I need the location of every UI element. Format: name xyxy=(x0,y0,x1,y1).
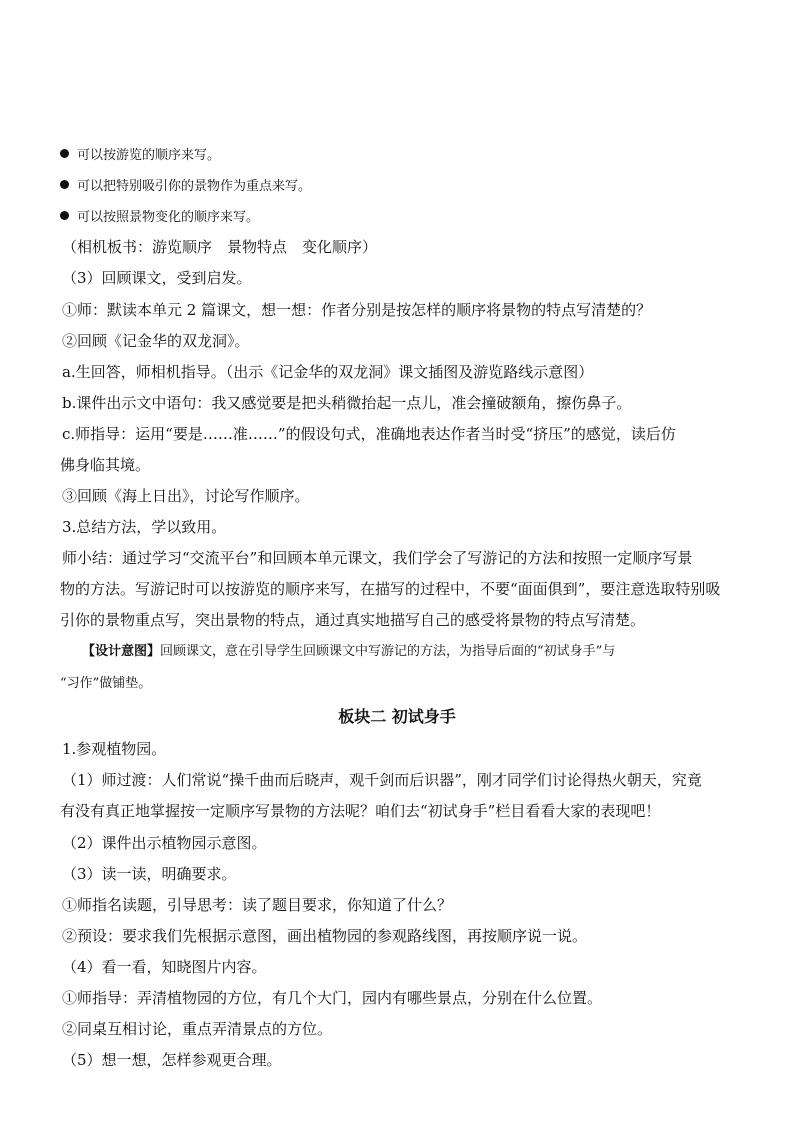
paragraph-line: 师小结：通过学习“交流平台”和回顾本单元课文，我们学会了写游记的方法和按照一定顺序写景 xyxy=(62,549,693,567)
bullet-text: 可以按照景物变化的顺序来写。 xyxy=(77,210,260,225)
bullet-dot-icon xyxy=(60,180,69,189)
paragraph-line: 有没有真正地掌握按一定顺序写景物的方法呢？咱们去“初试身手”栏目看看大家的表现吧！ xyxy=(60,802,661,820)
paragraph-line: 物的方法。写游记时可以按游览的顺序来写，在描写的过程中，不要“面面俱到”，要注意选取特别吸 xyxy=(60,580,721,598)
paragraph-line: （1）师过渡：人们常说“操千曲而后晓声，观千剑而后识器”，刚才同学们讨论得热火朝天，究竟 xyxy=(62,771,702,789)
bullet-item xyxy=(60,177,750,197)
paragraph-line: （5）想一想，怎样参观更合理。 xyxy=(62,1051,282,1069)
paragraph-line: ①师指名读题，引导思考：读了题目要求，你知道了什么？ xyxy=(62,896,453,914)
paragraph-line: ②预设：要求我们先根据示意图，画出植物园的参观路线图，再按顺序说一说。 xyxy=(62,927,588,945)
bullet-item xyxy=(60,146,750,166)
paragraph-line: （3）读一读，明确要求。 xyxy=(62,865,237,883)
bullet-text: 可以把特别吸引你的景物作为重点来写。 xyxy=(77,179,312,194)
design-intent-text: 回顾课文，意在引导学生回顾课文中写游记的方法，为指导后面的“初试身手”与 xyxy=(160,644,616,659)
design-intent-line: “习作”做铺垫。 xyxy=(60,676,152,691)
bullet-dot-icon xyxy=(60,211,69,220)
paragraph-line: （4）看一看，知晓图片内容。 xyxy=(62,958,267,976)
paragraph-line: b.课件出示文中语句：我又感觉要是把头稍微抬起一点儿，准会撞破额角，擦伤鼻子。 xyxy=(62,394,632,412)
paragraph-line: 3.总结方法，学以致用。 xyxy=(62,518,227,536)
bullet-item xyxy=(60,208,750,228)
paragraph-line: （2）课件出示植物园示意图。 xyxy=(62,834,267,852)
paragraph-line: ①师指导：弄清植物园的方位，有几个大门，园内有哪些景点，分别在什么位置。 xyxy=(62,989,603,1007)
paragraph-line: ①师：默读本单元 2 篇课文，想一想：作者分别是按怎样的顺序将景物的特点写清楚的？ xyxy=(62,301,652,319)
design-intent-line xyxy=(82,642,772,662)
paragraph-line: （相机板书：游览顺序 景物特点 变化顺序） xyxy=(62,238,378,256)
paragraph-line: ②同桌互相讨论，重点弄清景点的方位。 xyxy=(62,1020,333,1038)
paragraph-line: c.师指导：运用“要是……准……”的假设句式，准确地表达作者当时受“挤压”的感觉，读后仿 xyxy=(62,425,676,443)
paragraph-line: ③回顾《海上日出》，讨论写作顺序。 xyxy=(62,487,310,505)
paragraph-line: ②回顾《记金华的双龙洞》。 xyxy=(62,332,250,350)
bullet-dot-icon xyxy=(60,149,69,158)
paragraph-line: （3）回顾课文，受到启发。 xyxy=(62,269,252,287)
design-intent-label: 【设计意图】 xyxy=(82,644,161,659)
paragraph-line: 引你的景物重点写，突出景物的特点，通过真实地描写自己的感受将景物的特点写清楚。 xyxy=(60,611,646,629)
paragraph-line: a.生回答，师相机指导。（出示《记金华的双龙洞》课文插图及游览路线示意图） xyxy=(62,363,594,381)
bullet-text: 可以按游览的顺序来写。 xyxy=(77,148,221,163)
paragraph-line: 佛身临其境。 xyxy=(60,456,151,474)
paragraph-line: 1.参观植物园。 xyxy=(62,740,167,758)
section-title: 板块二 初试身手 xyxy=(338,707,456,726)
